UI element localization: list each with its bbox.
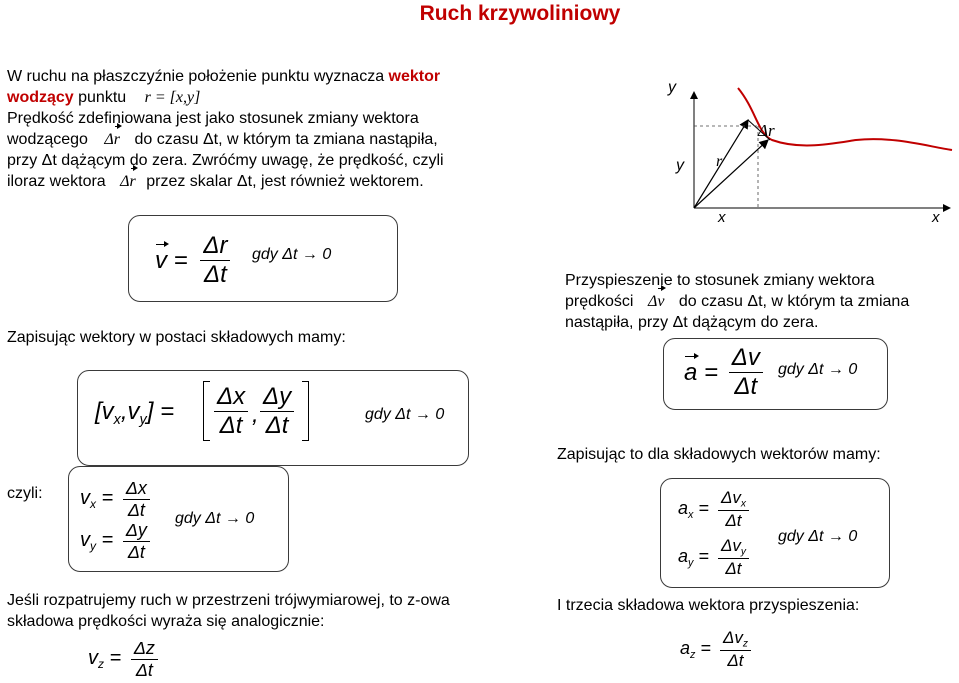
accel-symbol: a bbox=[684, 358, 698, 386]
dx-dt-fraction: $\frac{\Delta x}{\Delta t}$ bbox=[214, 383, 248, 440]
intro-line-6-pre: iloraz wektora bbox=[7, 173, 106, 190]
velocity-condition: gdy Δt → 0 bbox=[252, 246, 332, 263]
delta-r-label: Δr bbox=[758, 121, 775, 140]
velocity-symbol: v bbox=[155, 246, 167, 274]
accel-condition: gdy Δt → 0 bbox=[778, 361, 858, 378]
y-axis-label-mid: y bbox=[676, 157, 684, 174]
axy-condition: gdy Δt → 0 bbox=[778, 528, 858, 545]
vx-formula: $v_x$ = $\frac{\Delta x}{\Delta t}$ bbox=[80, 478, 150, 521]
position-vector-formula: r = [x,y] bbox=[144, 89, 201, 106]
intro-line-2: punktu bbox=[73, 89, 127, 106]
trajectory-curve bbox=[738, 88, 952, 150]
third-component-label: I trzecia składowa wektora przyspieszenia: bbox=[557, 597, 860, 614]
delta-r-symbol: Δr bbox=[104, 131, 121, 148]
vxy-condition: gdy Δt → 0 bbox=[175, 510, 255, 527]
velocity-denominator: Δt bbox=[204, 261, 227, 288]
velocity-numerator: Δr bbox=[200, 232, 230, 261]
accel-formula: a = $\frac{\Delta v}{\Delta t}$ bbox=[684, 344, 763, 401]
czyli-label: czyli: bbox=[7, 485, 43, 502]
accel-components-label: Zapisując to dla składowych wektorów mamy: bbox=[557, 446, 881, 463]
intro-line-5: przy Δt dążącym do zera. Zwróćmy uwagę, że prędkość, czyli bbox=[7, 152, 444, 169]
x-axis-label-right: x bbox=[932, 209, 940, 226]
page-title: Ruch krzywoliniowy bbox=[419, 2, 621, 25]
az-formula: $a_z$ = $\frac{\Delta v_z}{\Delta t}$ bbox=[680, 628, 751, 671]
intro-line-3: Prędkość zdefiniowana jest jako stosunek zmiany wektora bbox=[7, 110, 419, 127]
vy-formula: $v_y$ = $\frac{\Delta y}{\Delta t}$ bbox=[80, 520, 150, 563]
accel-paragraph: Przyspieszenie to stosunek zmiany wektora prędkości Δv do czasu Δt, w którym ta zmiana nastąpiła, przy Δt dążącym do zera. bbox=[565, 272, 910, 331]
highlight-wektor: wektor bbox=[388, 68, 441, 85]
vz-formula: $v_z$ = $\frac{\Delta z}{\Delta t}$ bbox=[88, 638, 158, 681]
trajectory-diagram bbox=[660, 70, 959, 230]
components-bracket: $\frac{\Delta x}{\Delta t}$ , $\frac{\Delta y}{\Delta t}$ bbox=[203, 381, 309, 441]
delta-r-symbol-2: Δr bbox=[120, 173, 136, 190]
intro-line-4-post: do czasu Δt, w którym ta zmiana nastąpiła, bbox=[134, 131, 438, 148]
delta-v-symbol: Δv bbox=[647, 293, 665, 310]
components-label: Zapisując wektory w postaci składowych mamy: bbox=[7, 329, 346, 346]
velocity-fraction bbox=[200, 232, 230, 289]
highlight-wodzacy: wodzący bbox=[7, 89, 74, 106]
r-label: r bbox=[716, 153, 723, 170]
intro-line-6-post: przez skalar Δt, jest również wektorem. bbox=[146, 173, 424, 190]
velocity-formula: v = $\frac{\Delta r}{\Delta t}$ bbox=[155, 232, 230, 289]
ax-formula: $a_x$ = $\frac{\Delta v_x}{\Delta t}$ bbox=[678, 488, 749, 531]
position-vector-r bbox=[694, 140, 768, 208]
components-lhs: $[v_x,v_y]$ = bbox=[95, 398, 175, 429]
dy-dt-fraction: $\frac{\Delta y}{\Delta t}$ bbox=[260, 383, 294, 440]
intro-paragraph bbox=[7, 66, 444, 192]
intro-line-4-pre: wodzącego bbox=[7, 131, 88, 148]
intro-line-1: W ruchu na płaszczyźnie położenie punktu wyznacza bbox=[7, 68, 389, 85]
ay-formula: $a_y$ = $\frac{\Delta v_y}{\Delta t}$ bbox=[678, 536, 749, 579]
y-axis-label-top: y bbox=[668, 79, 676, 96]
z-paragraph: Jeśli rozpatrujemy ruch w przestrzeni trójwymiarowej, to z-owa składowa prędkości wyraża się analogicznie: bbox=[7, 592, 450, 630]
x-axis-label-mid: x bbox=[718, 209, 726, 226]
components-condition: gdy Δt → 0 bbox=[365, 406, 445, 423]
